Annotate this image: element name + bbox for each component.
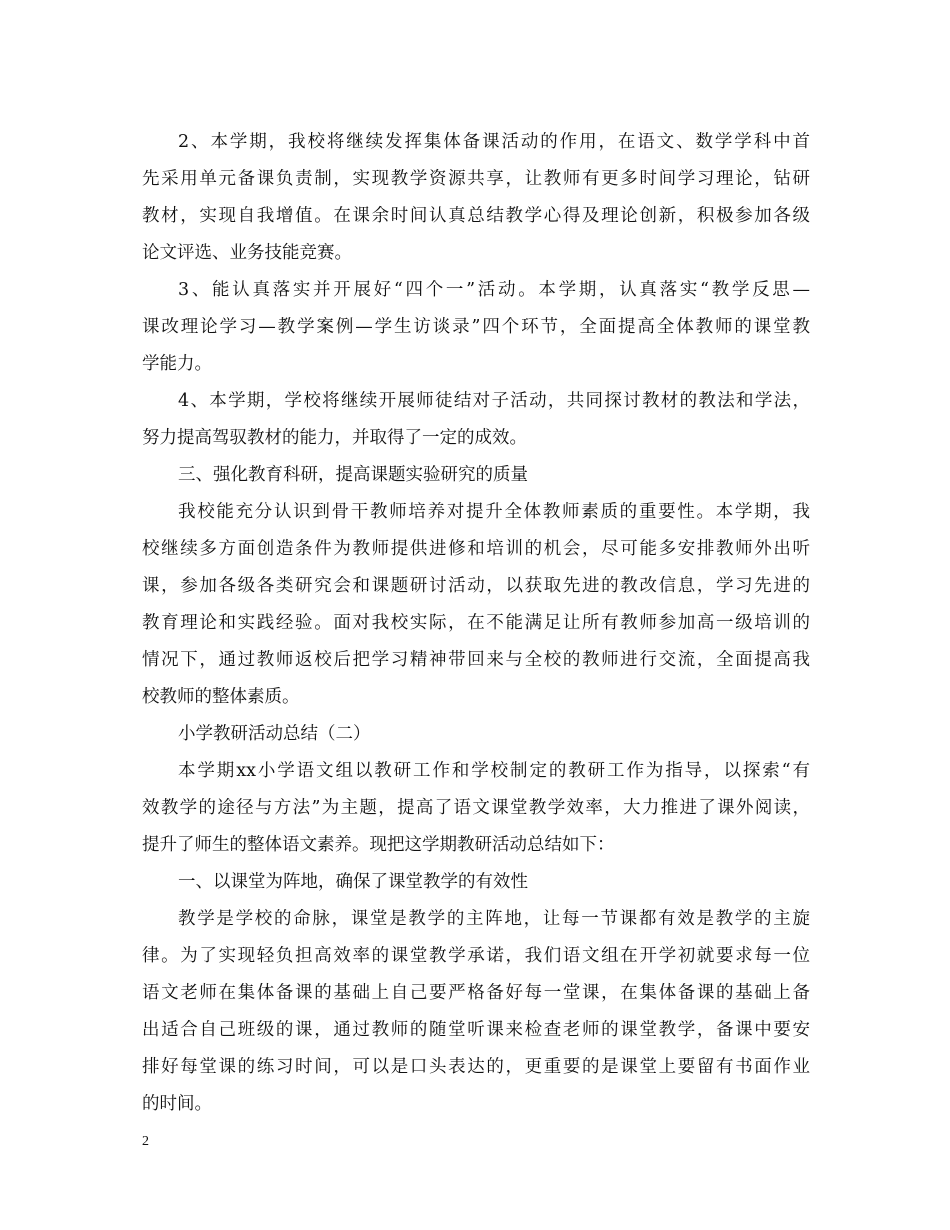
paragraph-line: 学能力。 bbox=[142, 354, 212, 374]
paragraph-line: 教材，实现自我增值。在课余时间认真总结教学心得及理论创新，积极参加各级 bbox=[142, 206, 810, 226]
paragraph-line: 排好每堂课的练习时间，可以是口头表达的，更重要的是课堂上要留有书面作业 bbox=[142, 1057, 810, 1077]
paragraph-line: 2、本学期，我校将继续发挥集体备课活动的作用，在语文、数学学科中首 bbox=[178, 132, 810, 152]
paragraph-line: 校继续多方面创造条件为教师提供进修和培训的机会，尽可能多安排教师外出听 bbox=[142, 539, 810, 559]
paragraph-line: 课，参加各级各类研究会和课题研讨活动，以获取先进的教改信息，学习先进的 bbox=[142, 576, 810, 596]
paragraph-line: 课改理论学习—教学案例—学生访谈录”四个环节，全面提高全体教师的课堂教 bbox=[142, 317, 810, 337]
paragraph-line: 教育理论和实践经验。面对我校实际，在不能满足让所有教师参加高一级培训的 bbox=[142, 613, 810, 633]
section-heading: 小学教研活动总结（二） bbox=[178, 724, 371, 744]
paragraph-line: 努力提高驾驭教材的能力，并取得了一定的成效。 bbox=[142, 428, 527, 448]
paragraph-line: 先采用单元备课负责制，实现教学资源共享，让教师有更多时间学习理论，钻研 bbox=[142, 169, 810, 189]
document-body bbox=[142, 124, 810, 1123]
paragraph-line: 语文老师在集体备课的基础上自己要严格备好每一堂课，在集体备课的基础上备 bbox=[142, 983, 810, 1003]
paragraph-line: 效教学的途径与方法”为主题，提高了语文课堂教学效率，大力推进了课外阅读， bbox=[142, 798, 810, 818]
paragraph-line: 的时间。 bbox=[142, 1094, 212, 1114]
paragraph-line: 提升了师生的整体语文素养。现把这学期教研活动总结如下： bbox=[142, 835, 615, 855]
paragraph-line: 律。为了实现轻负担高效率的课堂教学承诺，我们语文组在开学初就要求每一位 bbox=[142, 946, 810, 966]
paragraph-line: 教学是学校的命脉，课堂是教学的主阵地，让每一节课都有效是教学的主旋 bbox=[178, 909, 810, 929]
paragraph-line: 校教师的整体素质。 bbox=[142, 687, 300, 707]
section-heading: 一、以课堂为阵地，确保了课堂教学的有效性 bbox=[178, 872, 528, 892]
paragraph-line: 出适合自己班级的课，通过教师的随堂听课来检查老师的课堂教学，备课中要安 bbox=[142, 1020, 810, 1040]
paragraph-line: 3、能认真落实并开展好“四个一”活动。本学期，认真落实“教学反思— bbox=[178, 280, 810, 300]
paragraph-line: 情况下，通过教师返校后把学习精神带回来与全校的教师进行交流，全面提高我 bbox=[142, 650, 810, 670]
page-number: 2 bbox=[142, 1134, 149, 1149]
paragraph-line: 论文评选、业务技能竞赛。 bbox=[142, 243, 352, 263]
paragraph-line: 我校能充分认识到骨干教师培养对提升全体教师素质的重要性。本学期，我 bbox=[178, 502, 810, 522]
paragraph-line: 本学期xx小学语文组以教研工作和学校制定的教研工作为指导，以探索“有 bbox=[178, 761, 810, 781]
paragraph-line: 4、本学期，学校将继续开展师徒结对子活动，共同探讨教材的教法和学法， bbox=[178, 391, 810, 411]
section-heading: 三、强化教育科研，提高课题实验研究的质量 bbox=[178, 465, 528, 485]
